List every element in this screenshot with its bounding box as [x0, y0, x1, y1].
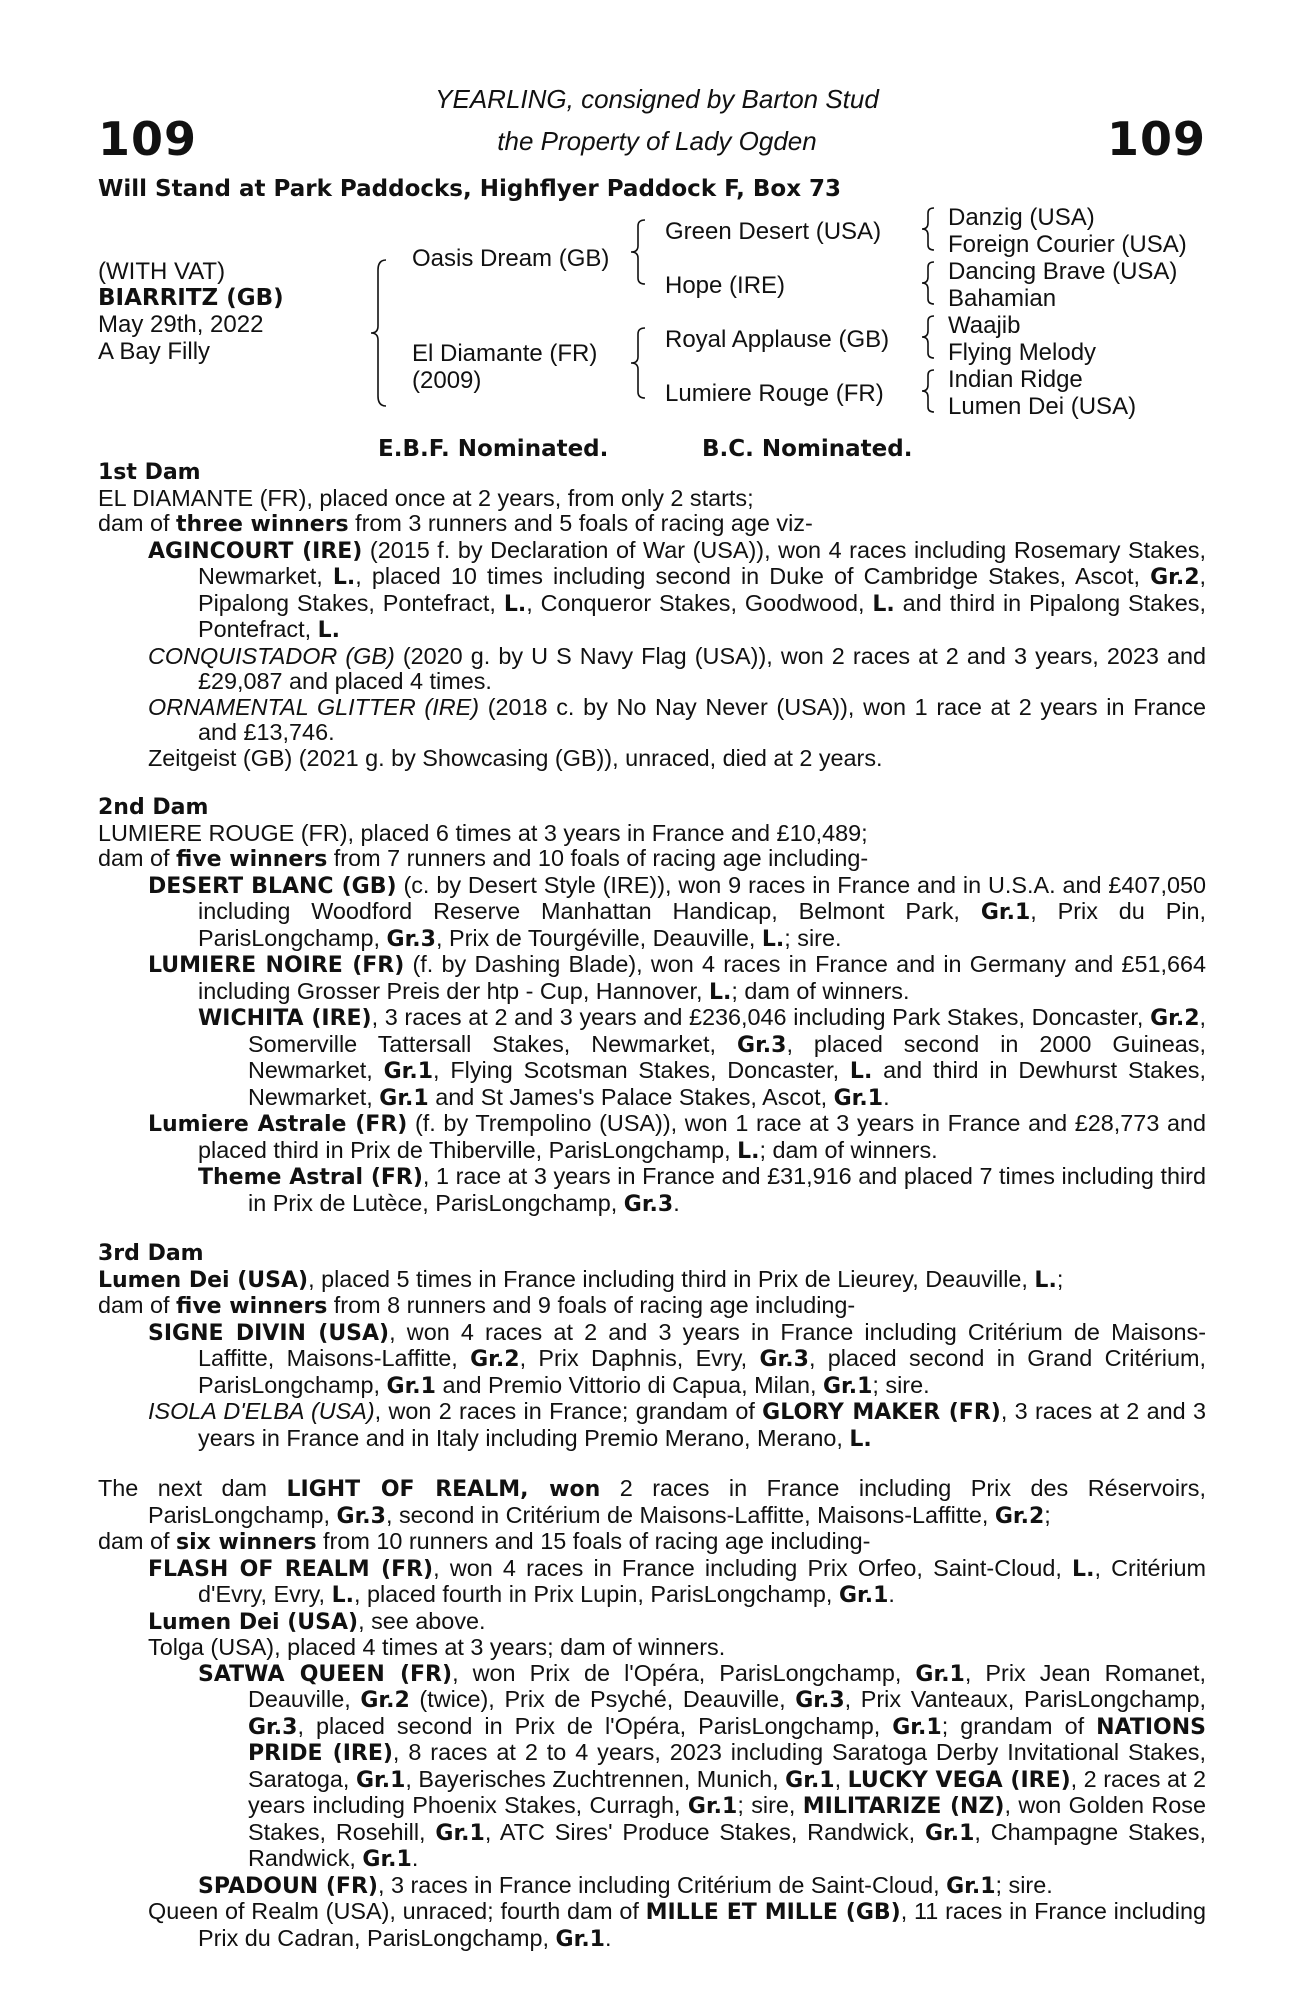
lot-number-right: 109 [1106, 112, 1206, 166]
first-dam-produce-line: dam of three winners from 3 runners and 5 foals of racing age viz- [98, 510, 813, 537]
produce-entry: CONQUISTADOR (GB) (2020 g. by U S Navy Flag (USA)), won 2 races at 2 and 3 years, 2023 and £29,087 and placed 4 times. [148, 642, 1207, 694]
consignor-line: YEARLING, consigned by Barton Stud [435, 84, 879, 114]
pedigree-g8: Lumen Dei (USA) [948, 393, 1137, 420]
pedigree-sire-dam: Hope (IRE) [665, 272, 786, 299]
pedigree-sire: Oasis Dream (GB) [412, 245, 610, 272]
pedigree-bracket-g4 [920, 368, 938, 414]
produce-entry: Zeitgeist (GB) (2021 g. by Showcasing (GB)), unraced, died at 2 years. [148, 744, 883, 771]
pedigree-dam-sire: Royal Applause (GB) [665, 326, 890, 353]
produce-entry: Lumen Dei (USA), see above. [148, 1607, 486, 1635]
pedigree-g5: Waajib [948, 312, 1021, 339]
pedigree-g1: Danzig (USA) [948, 204, 1095, 231]
catalogue-body [98, 460, 1206, 1952]
property-line: the Property of Lady Ogden [497, 126, 817, 156]
pedigree-g7: Indian Ridge [948, 366, 1083, 393]
pedigree-g2: Foreign Courier (USA) [948, 231, 1187, 258]
pedigree-bracket-dam [630, 326, 650, 400]
vat-label: (WITH VAT) [98, 258, 226, 285]
produce-entry: SPADOUN (FR), 3 races in France including Critérium de Saint-Cloud, Gr.1; sire. [198, 1871, 1053, 1899]
produce-entry: SATWA QUEEN (FR), won Prix de l'Opéra, ParisLongchamp, Gr.1, Prix Jean Romanet, Deauville, Gr.2 (twice), Prix de Psyché, Deauville, Gr.3, Prix Vanteaux, ParisLongchamp, Gr.3, placed second in Prix de l'Opéra, ParisLongchamp, Gr.1; grandam of NATIONS PRIDE (IRE), 8 races at 2 to 4 years, 2023 including Saratoga Derby Invitational Stakes, Saratoga, Gr.1, Bayerisches Zuchtrennen, Munich, Gr.1, LUCKY VEGA (IRE), 2 races at 2 years including Phoenix Stakes, Curragh, Gr.1; sire, MILITARIZE (NZ), won Golden Rose Stakes, Rosehill, Gr.1, ATC Sires' Produce Stakes, Randwick, Gr.1, Champagne Stakes, Randwick, Gr.1. [198, 1659, 1207, 1872]
pedigree-sire-sire: Green Desert (USA) [665, 218, 882, 245]
lot-number-left: 109 [98, 112, 198, 166]
next-dam-line: The next dam LIGHT OF REALM, won 2 races in France including Prix des Réservoirs, ParisLongchamp, Gr.3, second in Critérium de Maisons-Laffitte, Maisons-Laffitte, Gr.2; [98, 1475, 1206, 1529]
produce-entry: LUMIERE NOIRE (FR) (f. by Dashing Blade), won 4 races in France and in Germany and £51,664 including Grosser Preis der htp - Cup, Hannover, L.; dam of winners. [148, 951, 1206, 1005]
horse-name: BIARRITZ (GB) [98, 285, 284, 311]
pedigree-bracket-main [370, 258, 390, 408]
produce-entry: DESERT BLANC (GB) (c. by Desert Style (IRE)), won 9 races in France and in U.S.A. and £407,050 including Woodford Reserve Manhattan Handicap, Belmont Park, Gr.1, Prix du Pin, ParisLongchamp, Gr.3, Prix de Tourgéville, Deauville, L.; sire. [148, 871, 1207, 952]
foaling-date: May 29th, 2022 [98, 311, 264, 338]
first-dam-heading: 1st Dam [98, 460, 201, 485]
produce-entry: Queen of Realm (USA), unraced; fourth dam of MILLE ET MILLE (GB), 11 races in France including Prix du Cadran, ParisLongchamp, Gr.1. [148, 1898, 1206, 1952]
produce-entry: AGINCOURT (IRE) (2015 f. by Declaration of War (USA)), won 4 races including Rosemary Stakes, Newmarket, L., placed 10 times including second in Duke of Cambridge Stakes, Ascot, Gr.2, Pipalong Stakes, Pontefract, L., Conqueror Stakes, Goodwood, L. and third in Pipalong Stakes, Pontefract, L. [148, 536, 1206, 643]
second-dam-heading: 2nd Dam [98, 795, 209, 820]
pedigree-bracket-g3 [920, 314, 938, 360]
produce-entry: Lumiere Astrale (FR) (f. by Trempolino (USA)), won 1 race at 3 years in France and £28,773 and placed third in Prix de Thiberville, ParisLongchamp, L.; dam of winners. [148, 1110, 1207, 1164]
produce-entry: FLASH OF REALM (FR), won 4 races in France including Prix Orfeo, Saint-Cloud, L., Critérium d'Evry, Evry, L., placed fourth in Prix Lupin, ParisLongchamp, Gr.1. [148, 1554, 1206, 1608]
produce-entry: ISOLA D'ELBA (USA), won 2 races in France; grandam of GLORY MAKER (FR), 3 races at 2 and 3 years in France and in Italy including Premio Merano, Merano, L. [148, 1398, 1206, 1452]
next-dam-produce-line: dam of six winners from 10 runners and 15 foals of racing age including- [98, 1528, 871, 1555]
produce-entry: ORNAMENTAL GLITTER (IRE) (2018 c. by No Nay Never (USA)), won 1 race at 2 years in France and £13,746. [148, 693, 1206, 745]
pedigree-dam-dam: Lumiere Rouge (FR) [665, 380, 884, 407]
produce-entry: Tolga (USA), placed 4 times at 3 years; dam of winners. [148, 1634, 726, 1660]
pedigree-bracket-sire [630, 218, 650, 286]
pedigree-bracket-g1 [920, 206, 938, 252]
pedigree-dam: El Diamante (FR) [412, 340, 598, 367]
pedigree-g4: Bahamian [948, 285, 1057, 312]
pedigree-bracket-g2 [920, 260, 938, 306]
second-dam-line: LUMIERE ROUGE (FR), placed 6 times at 3 years in France and £10,489; [98, 819, 868, 846]
stand-location: Will Stand at Park Paddocks, Highflyer Paddock F, Box 73 [98, 176, 842, 202]
third-dam-line: Lumen Dei (USA), placed 5 times in France including third in Prix de Lieurey, Deauville, L.; [98, 1265, 1064, 1293]
first-dam-line: EL DIAMANTE (FR), placed once at 2 years, from only 2 starts; [98, 484, 754, 511]
produce-entry: SIGNE DIVIN (USA), won 4 races at 2 and 3 years in France including Critérium de Maisons-Laffitte, Maisons-Laffitte, Gr.2, Prix Daphnis, Evry, Gr.3, placed second in Grand Critérium, ParisLongchamp, Gr.1 and Premio Vittorio di Capua, Milan, Gr.1; sire. [148, 1318, 1207, 1399]
horse-description: A Bay Filly [98, 338, 211, 365]
ebf-nomination: E.B.F. Nominated. [378, 436, 609, 462]
pedigree-dam-year: (2009) [412, 367, 482, 394]
bc-nomination: B.C. Nominated. [702, 436, 913, 462]
produce-entry: WICHITA (IRE), 3 races at 2 and 3 years and £236,046 including Park Stakes, Doncaster, Gr.2, Somerville Tattersall Stakes, Newmarket, Gr.3, placed second in 2000 Guineas, Newmarket, Gr.1, Flying Scotsman Stakes, Doncaster, L. and third in Dewhurst Stakes, Newmarket, Gr.1 and St James's Palace Stakes, Ascot, Gr.1. [198, 1004, 1206, 1111]
third-dam-heading: 3rd Dam [98, 1241, 204, 1266]
pedigree-g6: Flying Melody [948, 339, 1097, 366]
produce-entry: Theme Astral (FR), 1 race at 3 years in France and £31,916 and placed 7 times including third in Prix de Lutèce, ParisLongchamp, Gr.3. [198, 1163, 1206, 1217]
second-dam-produce-line: dam of five winners from 7 runners and 10 foals of racing age including- [98, 845, 869, 872]
third-dam-produce-line: dam of five winners from 8 runners and 9 foals of racing age including- [98, 1292, 856, 1319]
pedigree-g3: Dancing Brave (USA) [948, 258, 1178, 285]
